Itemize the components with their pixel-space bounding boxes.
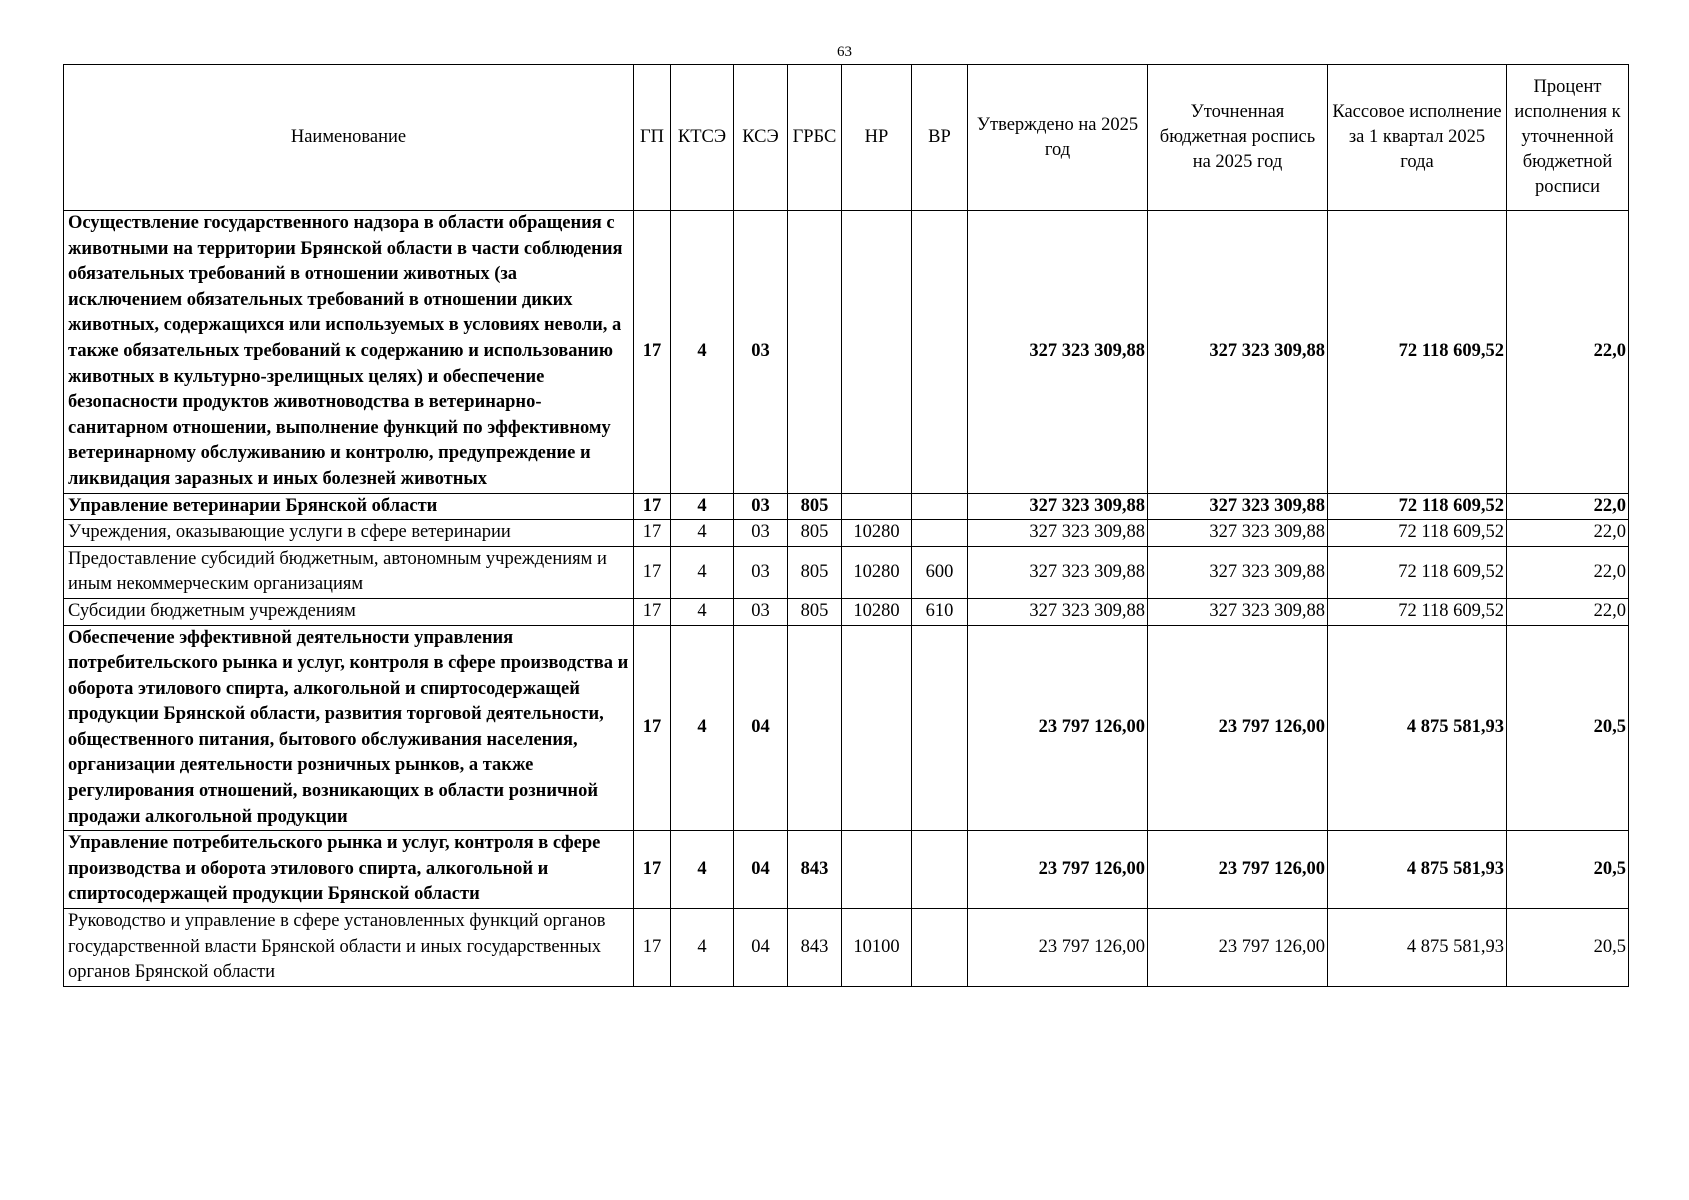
col-header-name: Наименование: [64, 65, 634, 211]
col-header-approved: Утверждено на 2025 год: [968, 65, 1148, 211]
cell-name: Субсидии бюджетным учреждениям: [64, 598, 634, 625]
cell-gp: 17: [634, 625, 671, 831]
cell-nr: 10280: [842, 546, 912, 598]
cell-ktse: 4: [671, 831, 734, 909]
cell-kse: 03: [734, 520, 788, 547]
col-header-kse: КСЭ: [734, 65, 788, 211]
table-row: [64, 546, 1629, 598]
cell-vr: 600: [912, 546, 968, 598]
cell-kse: 04: [734, 625, 788, 831]
col-header-cash: Кассовое исполнение за 1 квартал 2025 года: [1328, 65, 1507, 211]
cell-grbs: [788, 625, 842, 831]
cell-name: Учреждения, оказывающие услуги в сфере ветеринарии: [64, 520, 634, 547]
cell-cash: 72 118 609,52: [1328, 598, 1507, 625]
cell-approved: 23 797 126,00: [968, 831, 1148, 909]
cell-nr: [842, 493, 912, 520]
cell-cash: 72 118 609,52: [1328, 493, 1507, 520]
cell-percent: 22,0: [1507, 211, 1629, 494]
cell-ktse: 4: [671, 211, 734, 494]
cell-approved: 327 323 309,88: [968, 493, 1148, 520]
cell-ktse: 4: [671, 625, 734, 831]
cell-percent: 20,5: [1507, 831, 1629, 909]
table-row: [64, 625, 1629, 831]
cell-approved: 23 797 126,00: [968, 625, 1148, 831]
cell-percent: 22,0: [1507, 520, 1629, 547]
cell-cash: 4 875 581,93: [1328, 909, 1507, 987]
cell-kse: 03: [734, 493, 788, 520]
cell-kse: 04: [734, 909, 788, 987]
cell-refined: 327 323 309,88: [1148, 493, 1328, 520]
cell-grbs: 805: [788, 520, 842, 547]
cell-name: Руководство и управление в сфере установленных функций органов государственной власти Брянской области и иных государственных органов Брянской области: [64, 909, 634, 987]
cell-grbs: 843: [788, 909, 842, 987]
cell-nr: 10100: [842, 909, 912, 987]
cell-approved: 327 323 309,88: [968, 211, 1148, 494]
cell-cash: 72 118 609,52: [1328, 520, 1507, 547]
cell-refined: 327 323 309,88: [1148, 211, 1328, 494]
cell-ktse: 4: [671, 909, 734, 987]
cell-gp: 17: [634, 546, 671, 598]
col-header-ktse: КТСЭ: [671, 65, 734, 211]
cell-approved: 23 797 126,00: [968, 909, 1148, 987]
cell-refined: 327 323 309,88: [1148, 598, 1328, 625]
cell-refined: 23 797 126,00: [1148, 831, 1328, 909]
cell-vr: [912, 831, 968, 909]
cell-name: Управление ветеринарии Брянской области: [64, 493, 634, 520]
table-row: [64, 909, 1629, 987]
cell-vr: 610: [912, 598, 968, 625]
col-header-nr: НР: [842, 65, 912, 211]
cell-percent: 22,0: [1507, 598, 1629, 625]
cell-vr: [912, 520, 968, 547]
table-row: [64, 520, 1629, 547]
cell-approved: 327 323 309,88: [968, 546, 1148, 598]
col-header-vr: ВР: [912, 65, 968, 211]
cell-refined: 327 323 309,88: [1148, 520, 1328, 547]
budget-table: [63, 64, 1629, 987]
table-row: [64, 211, 1629, 494]
cell-gp: 17: [634, 520, 671, 547]
cell-name: Обеспечение эффективной деятельности управления потребительского рынка и услуг, контроля в сфере производства и оборота этилового спирта, алкогольной и спиртосодержащей продукции Брянской области, развития торговой деятельности, общественного питания, бытового обслуживания населения, организации деятельности розничных рынков, а также регулирования отношений, возникающих в области розничной продажи алкогольной продукции: [64, 625, 634, 831]
cell-name: Осуществление государственного надзора в области обращения с животными на территории Брянской области в части соблюдения обязательных требований в отношении животных (за исключением обязательных требований в отношении диких животных, содержащихся или используемых в условиях неволи, а также обязательных требований к содержанию и использованию животных в культурно-зрелищных целях) и обеспечение безопасности продуктов животноводства в ветеринарно-санитарном отношении, выполнение функций по эффективному ветеринарному обслуживанию и контролю, предупреждение и ликвидация заразных и иных болезней животных: [64, 211, 634, 494]
cell-refined: 23 797 126,00: [1148, 625, 1328, 831]
cell-grbs: 843: [788, 831, 842, 909]
cell-cash: 4 875 581,93: [1328, 831, 1507, 909]
cell-kse: 04: [734, 831, 788, 909]
cell-vr: [912, 493, 968, 520]
cell-ktse: 4: [671, 598, 734, 625]
cell-grbs: [788, 211, 842, 494]
cell-name: Предоставление субсидий бюджетным, автономным учреждениям и иным некоммерческим организациям: [64, 546, 634, 598]
cell-nr: [842, 625, 912, 831]
cell-cash: 72 118 609,52: [1328, 211, 1507, 494]
cell-gp: 17: [634, 831, 671, 909]
cell-approved: 327 323 309,88: [968, 598, 1148, 625]
cell-grbs: 805: [788, 493, 842, 520]
cell-cash: 72 118 609,52: [1328, 546, 1507, 598]
cell-gp: 17: [634, 598, 671, 625]
cell-gp: 17: [634, 211, 671, 494]
cell-refined: 327 323 309,88: [1148, 546, 1328, 598]
col-header-percent: Процент исполнения к уточненной бюджетной росписи: [1507, 65, 1629, 211]
cell-ktse: 4: [671, 546, 734, 598]
table-row: [64, 598, 1629, 625]
cell-grbs: 805: [788, 546, 842, 598]
col-header-grbs: ГРБС: [788, 65, 842, 211]
cell-percent: 20,5: [1507, 625, 1629, 831]
cell-vr: [912, 909, 968, 987]
col-header-refined: Уточненная бюджетная роспись на 2025 год: [1148, 65, 1328, 211]
cell-nr: [842, 831, 912, 909]
cell-percent: 22,0: [1507, 493, 1629, 520]
cell-kse: 03: [734, 211, 788, 494]
cell-ktse: 4: [671, 493, 734, 520]
cell-ktse: 4: [671, 520, 734, 547]
cell-nr: 10280: [842, 520, 912, 547]
cell-name: Управление потребительского рынка и услуг, контроля в сфере производства и оборота этилового спирта, алкогольной и спиртосодержащей продукции Брянской области: [64, 831, 634, 909]
cell-nr: 10280: [842, 598, 912, 625]
cell-percent: 22,0: [1507, 546, 1629, 598]
cell-gp: 17: [634, 493, 671, 520]
cell-approved: 327 323 309,88: [968, 520, 1148, 547]
cell-nr: [842, 211, 912, 494]
page-number: 63: [837, 44, 852, 60]
cell-vr: [912, 625, 968, 831]
table-row: [64, 831, 1629, 909]
cell-cash: 4 875 581,93: [1328, 625, 1507, 831]
col-header-gp: ГП: [634, 65, 671, 211]
header-row: [64, 65, 1629, 211]
cell-grbs: 805: [788, 598, 842, 625]
cell-kse: 03: [734, 598, 788, 625]
cell-percent: 20,5: [1507, 909, 1629, 987]
table-row: [64, 493, 1629, 520]
cell-vr: [912, 211, 968, 494]
cell-gp: 17: [634, 909, 671, 987]
table-body: [64, 211, 1629, 987]
cell-refined: 23 797 126,00: [1148, 909, 1328, 987]
cell-kse: 03: [734, 546, 788, 598]
